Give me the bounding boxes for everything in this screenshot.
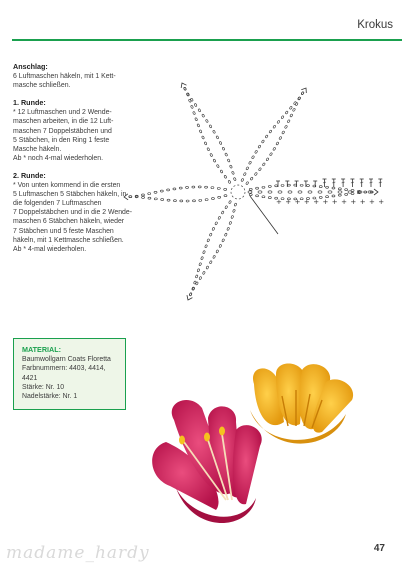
- chain-stitch-symbol: [269, 152, 272, 156]
- chain-stitch-symbol: [198, 109, 201, 113]
- material-box: [13, 338, 126, 410]
- chain-stitch-symbol: [268, 191, 272, 193]
- chain-stitch-symbol: [179, 187, 182, 189]
- chain-stitch-symbol: [195, 117, 198, 121]
- chain-stitch-symbol: [199, 276, 202, 280]
- chain-stitch-symbol: [202, 250, 205, 254]
- chain-stitch-symbol: [290, 114, 293, 118]
- chain-stitch-symbol: [262, 186, 265, 188]
- stitch-bottom-symbol: +: [285, 198, 292, 206]
- stitch-bottom-symbol: +: [313, 198, 320, 206]
- chain-stitch-symbol: [243, 172, 246, 176]
- material-line: Stärke: Nr. 10: [22, 383, 65, 391]
- chain-stitch-symbol: [254, 150, 257, 154]
- chain-stitch-symbol: [224, 195, 227, 197]
- chain-stitch-symbol: [192, 186, 195, 188]
- crochet-chart: [110, 74, 395, 314]
- runde-2-line: 5 Luftmaschen 5 Stäbchen häkeln, in: [13, 191, 127, 199]
- chain-stitch-symbol: [180, 200, 183, 202]
- chain-stitch-symbol: [273, 125, 276, 129]
- chain-stitch-symbol: [129, 196, 132, 198]
- chain-stitch-symbol: [205, 244, 208, 248]
- chain-stitch-symbol: [173, 200, 176, 202]
- chain-stitch-symbol: [202, 271, 205, 275]
- runde-1-line: maschen 7 Doppelstäbchen und: [13, 127, 112, 135]
- runde-2-line: Ab * 4-mal wiederholen.: [13, 245, 87, 253]
- chain-stitch-symbol: [194, 103, 197, 107]
- chain-stitch-symbol: [195, 275, 198, 279]
- chain-stitch-symbol: [251, 155, 254, 159]
- chain-stitch-symbol: [154, 198, 157, 200]
- chain-stitch-symbol: [233, 177, 236, 181]
- chain-stitch-symbol: [201, 256, 204, 260]
- chain-stitch-symbol: [249, 188, 252, 190]
- anschlag-heading: Anschlag:: [13, 62, 48, 71]
- chain-stitch-symbol: [148, 197, 151, 199]
- chain-stitch-symbol: [308, 191, 312, 193]
- chain-stitch-symbol: [206, 266, 209, 270]
- chain-stitch-symbol: [209, 260, 212, 264]
- chain-stitch-symbol: [269, 130, 272, 134]
- chain-stitch-symbol: [205, 199, 208, 201]
- chain-stitch-symbol: [246, 167, 249, 171]
- chain-stitch-symbol: [338, 191, 342, 193]
- runde-1-line: Masche häkeln.: [13, 145, 62, 153]
- chain-stitch-symbol: [207, 147, 210, 151]
- chain-stitch-symbol: [221, 211, 224, 215]
- chain-stitch-symbol: [167, 199, 170, 201]
- chain-stitch-symbol: [262, 163, 265, 167]
- runde-1-line: * 12 Luftmaschen und 2 Wende-: [13, 109, 112, 117]
- chain-stitch-symbol: [207, 239, 210, 243]
- chain-stitch-symbol: [250, 177, 253, 181]
- chain-stitch-symbol: [285, 111, 288, 115]
- chain-stitch-symbol: [229, 165, 232, 169]
- runde-2-line: häkeln, mit 1 Kettmasche schließen.: [13, 236, 124, 244]
- chain-stitch-symbol: [209, 125, 212, 129]
- chain-stitch-symbol: [148, 193, 151, 195]
- chain-stitch-symbol: [262, 196, 265, 198]
- material-line: Farbnummern: 4403, 4414, 4421: [22, 365, 106, 382]
- chain-stitch-symbol: [210, 153, 213, 157]
- runde-1-line: Ab * noch 4-mal wiederholen.: [13, 154, 104, 162]
- chain-stitch-symbol: [154, 191, 157, 193]
- page-title: Krokus: [357, 19, 393, 31]
- chain-stitch-symbol: [160, 190, 163, 192]
- stitch-bottom-symbol: +: [341, 198, 347, 206]
- runde-2-line: * Von unten kommend in die ersten: [13, 182, 121, 190]
- chain-stitch-symbol: [219, 141, 222, 145]
- chain-stitch-symbol: [298, 97, 301, 101]
- chain-stitch-symbol: [218, 196, 221, 198]
- chain-stitch-symbol: [219, 244, 222, 248]
- stitch-bottom-symbol: +: [331, 198, 338, 206]
- runde-2-line: 7 Stäbchen und 5 feste Maschen: [13, 227, 114, 235]
- center-ring: [231, 185, 245, 199]
- page-number: 47: [373, 543, 385, 554]
- chain-stitch-symbol: [266, 158, 269, 162]
- runde-2-line: 7 Doppelstäbchen und in die 2 Wende-: [13, 209, 133, 217]
- chain-stitch-symbol: [326, 186, 329, 188]
- chain-stitch-symbol: [241, 178, 244, 182]
- chain-stitch-symbol: [205, 186, 208, 188]
- chain-stitch-symbol: [220, 170, 223, 174]
- chain-stitch-symbol: [227, 159, 230, 163]
- runde-2-heading: 2. Runde:: [13, 170, 46, 180]
- chain-stitch-symbol: [295, 102, 298, 106]
- chain-stitch-symbol: [332, 195, 335, 197]
- chain-stitch-symbol: [192, 111, 195, 115]
- runde-1-line: 5 Stäbchen, in den Ring 1 feste: [13, 136, 110, 144]
- chain-stitch-symbol: [282, 131, 285, 135]
- chain-stitch-symbol: [231, 215, 234, 219]
- chain-stitch-symbol: [199, 262, 202, 266]
- chain-stitch-symbol: [292, 108, 295, 112]
- chain-stitch-symbol: [229, 221, 232, 225]
- chain-stitch-symbol: [298, 191, 302, 193]
- chain-stitch-symbol: [277, 120, 280, 124]
- chain-stitch-symbol: [318, 191, 322, 193]
- chain-stitch-symbol: [234, 203, 237, 207]
- chain-stitch-symbol: [218, 216, 221, 220]
- chain-stitch-symbol: [258, 167, 261, 171]
- stitch-bottom-symbol: +: [359, 198, 366, 206]
- anschlag-line: masche schließen.: [13, 82, 71, 90]
- chain-stitch-symbol: [204, 142, 207, 146]
- chain-stitch-symbol: [300, 198, 303, 200]
- chain-stitch-symbol: [216, 164, 219, 168]
- chain-stitch-symbol: [268, 197, 271, 199]
- chain-stitch-symbol: [279, 136, 282, 140]
- stitch-bottom-symbol: +: [350, 198, 357, 206]
- arrow-symbol: [374, 189, 378, 195]
- chain-stitch-symbol: [254, 172, 257, 176]
- chain-stitch-symbol: [190, 105, 193, 109]
- chain-stitch-symbol: [225, 153, 228, 157]
- chain-stitch-symbol: [345, 189, 348, 191]
- chain-stitch-symbol: [332, 187, 335, 189]
- chain-stitch-symbol: [273, 147, 276, 151]
- chain-stitch-symbol: [288, 191, 292, 193]
- chain-stitch-symbol: [198, 186, 201, 188]
- chain-stitch-symbol: [161, 199, 164, 201]
- chain-stitch-symbol: [183, 87, 186, 91]
- chain-stitch-symbol: [186, 200, 189, 202]
- chain-stitch-symbol: [222, 147, 225, 151]
- chain-stitch-symbol: [248, 161, 251, 165]
- chain-stitch-symbol: [199, 199, 202, 201]
- arrow-symbol: [181, 83, 186, 88]
- header-rule: [12, 39, 402, 41]
- chain-stitch-symbol: [328, 191, 332, 193]
- chain-stitch-symbol: [268, 185, 271, 187]
- pointer-line: [250, 196, 278, 234]
- runde-2-line: die folgenden 7 Luftmaschen: [13, 200, 102, 208]
- chain-stitch-symbol: [281, 184, 284, 186]
- chain-stitch-symbol: [222, 239, 225, 243]
- chain-stitch-symbol: [216, 136, 219, 140]
- crocus-photo: [146, 360, 372, 538]
- chain-stitch-symbol: [185, 186, 188, 188]
- chain-stitch-symbol: [217, 187, 220, 189]
- chain-stitch-symbol: [213, 255, 216, 259]
- chain-stitch-symbol: [212, 227, 215, 231]
- chain-stitch-symbol: [211, 187, 214, 189]
- chain-stitch-symbol: [228, 200, 231, 204]
- chain-stitch-symbol: [364, 191, 367, 193]
- stitch-bottom-symbol: +: [276, 198, 282, 206]
- chain-stitch-symbol: [209, 233, 212, 237]
- chain-stitch-symbol: [345, 193, 348, 195]
- chain-stitch-symbol: [281, 115, 284, 119]
- chain-stitch-symbol: [212, 130, 215, 134]
- chain-stitch-symbol: [211, 198, 214, 200]
- chain-stitch-symbol: [287, 119, 290, 123]
- chain-stitch-symbol: [141, 194, 144, 196]
- chain-stitch-symbol: [258, 145, 261, 149]
- chain-stitch-symbol: [256, 195, 259, 197]
- chain-stitch-symbol: [338, 188, 341, 190]
- chain-stitch-symbol: [256, 187, 259, 189]
- watermark: madame_hardy: [6, 543, 150, 563]
- chain-stitch-symbol: [224, 233, 227, 237]
- chain-stitch-symbol: [189, 293, 192, 297]
- runde-2-line: maschen 6 Stäbchen häkeln, wieder: [13, 218, 125, 226]
- chain-stitch-symbol: [301, 91, 304, 95]
- chain-stitch-symbol: [276, 142, 279, 146]
- chain-stitch-symbol: [202, 114, 205, 118]
- arrow-symbol: [124, 194, 128, 200]
- chain-stitch-symbol: [338, 194, 341, 196]
- chain-stitch-symbol: [284, 125, 287, 129]
- chain-stitch-symbol: [287, 184, 290, 186]
- chain-stitch-symbol: [249, 194, 252, 196]
- chain-stitch-symbol: [225, 205, 228, 209]
- stitch-bottom-symbol: +: [322, 198, 329, 206]
- anschlag-line: 6 Luftmaschen häkeln, mit 1 Kett-: [13, 73, 116, 81]
- chain-stitch-symbol: [307, 185, 310, 187]
- chain-stitch-symbol: [289, 106, 292, 110]
- chain-stitch-symbol: [192, 200, 195, 202]
- chain-stitch-symbol: [215, 222, 218, 226]
- runde-1-heading: 1. Runde:: [13, 98, 46, 108]
- stitch-bottom-symbol: +: [294, 198, 301, 206]
- yellow-crocus: [250, 364, 353, 444]
- chain-stitch-symbol: [228, 180, 231, 184]
- chain-stitch-symbol: [201, 136, 204, 140]
- chain-stitch-symbol: [261, 140, 264, 144]
- chain-stitch-symbol: [246, 181, 249, 185]
- chain-stitch-symbol: [142, 196, 145, 198]
- material-line: Baumwollgarn Coats Floretta: [22, 356, 111, 364]
- runde-1-line: maschen arbeiten, in die 12 Luft-: [13, 118, 114, 126]
- chain-stitch-symbol: [319, 186, 322, 188]
- chain-stitch-symbol: [300, 184, 303, 186]
- chain-stitch-symbol: [265, 135, 268, 139]
- chain-stitch-symbol: [224, 188, 227, 190]
- chain-stitch-symbol: [278, 191, 282, 193]
- chain-stitch-symbol: [227, 227, 230, 231]
- chain-stitch-symbol: [199, 130, 202, 134]
- chain-stitch-symbol: [248, 191, 252, 193]
- chain-stitch-symbol: [205, 119, 208, 123]
- pink-crocus: [152, 400, 262, 523]
- chain-stitch-symbol: [232, 209, 235, 213]
- material-line: Nadelstärke: Nr. 1: [22, 393, 78, 401]
- chart-symbols: [124, 83, 384, 300]
- chain-stitch-symbol: [258, 191, 262, 193]
- stitch-bottom-symbol: +: [378, 198, 385, 206]
- chain-stitch-symbol: [224, 175, 227, 179]
- chain-stitch-symbol: [197, 124, 200, 128]
- material-heading: MATERIAL:: [22, 345, 61, 354]
- chain-stitch-symbol: [216, 250, 219, 254]
- stitch-bottom-symbol: +: [369, 198, 375, 206]
- chain-stitch-symbol: [348, 191, 352, 193]
- stitch-bottom-symbol: +: [303, 198, 310, 206]
- chain-stitch-symbol: [173, 188, 176, 190]
- chain-stitch-symbol: [275, 185, 278, 187]
- chain-stitch-symbol: [213, 159, 216, 163]
- chain-stitch-symbol: [167, 189, 170, 191]
- chain-stitch-symbol: [231, 171, 234, 175]
- chain-stitch-symbol: [197, 269, 200, 273]
